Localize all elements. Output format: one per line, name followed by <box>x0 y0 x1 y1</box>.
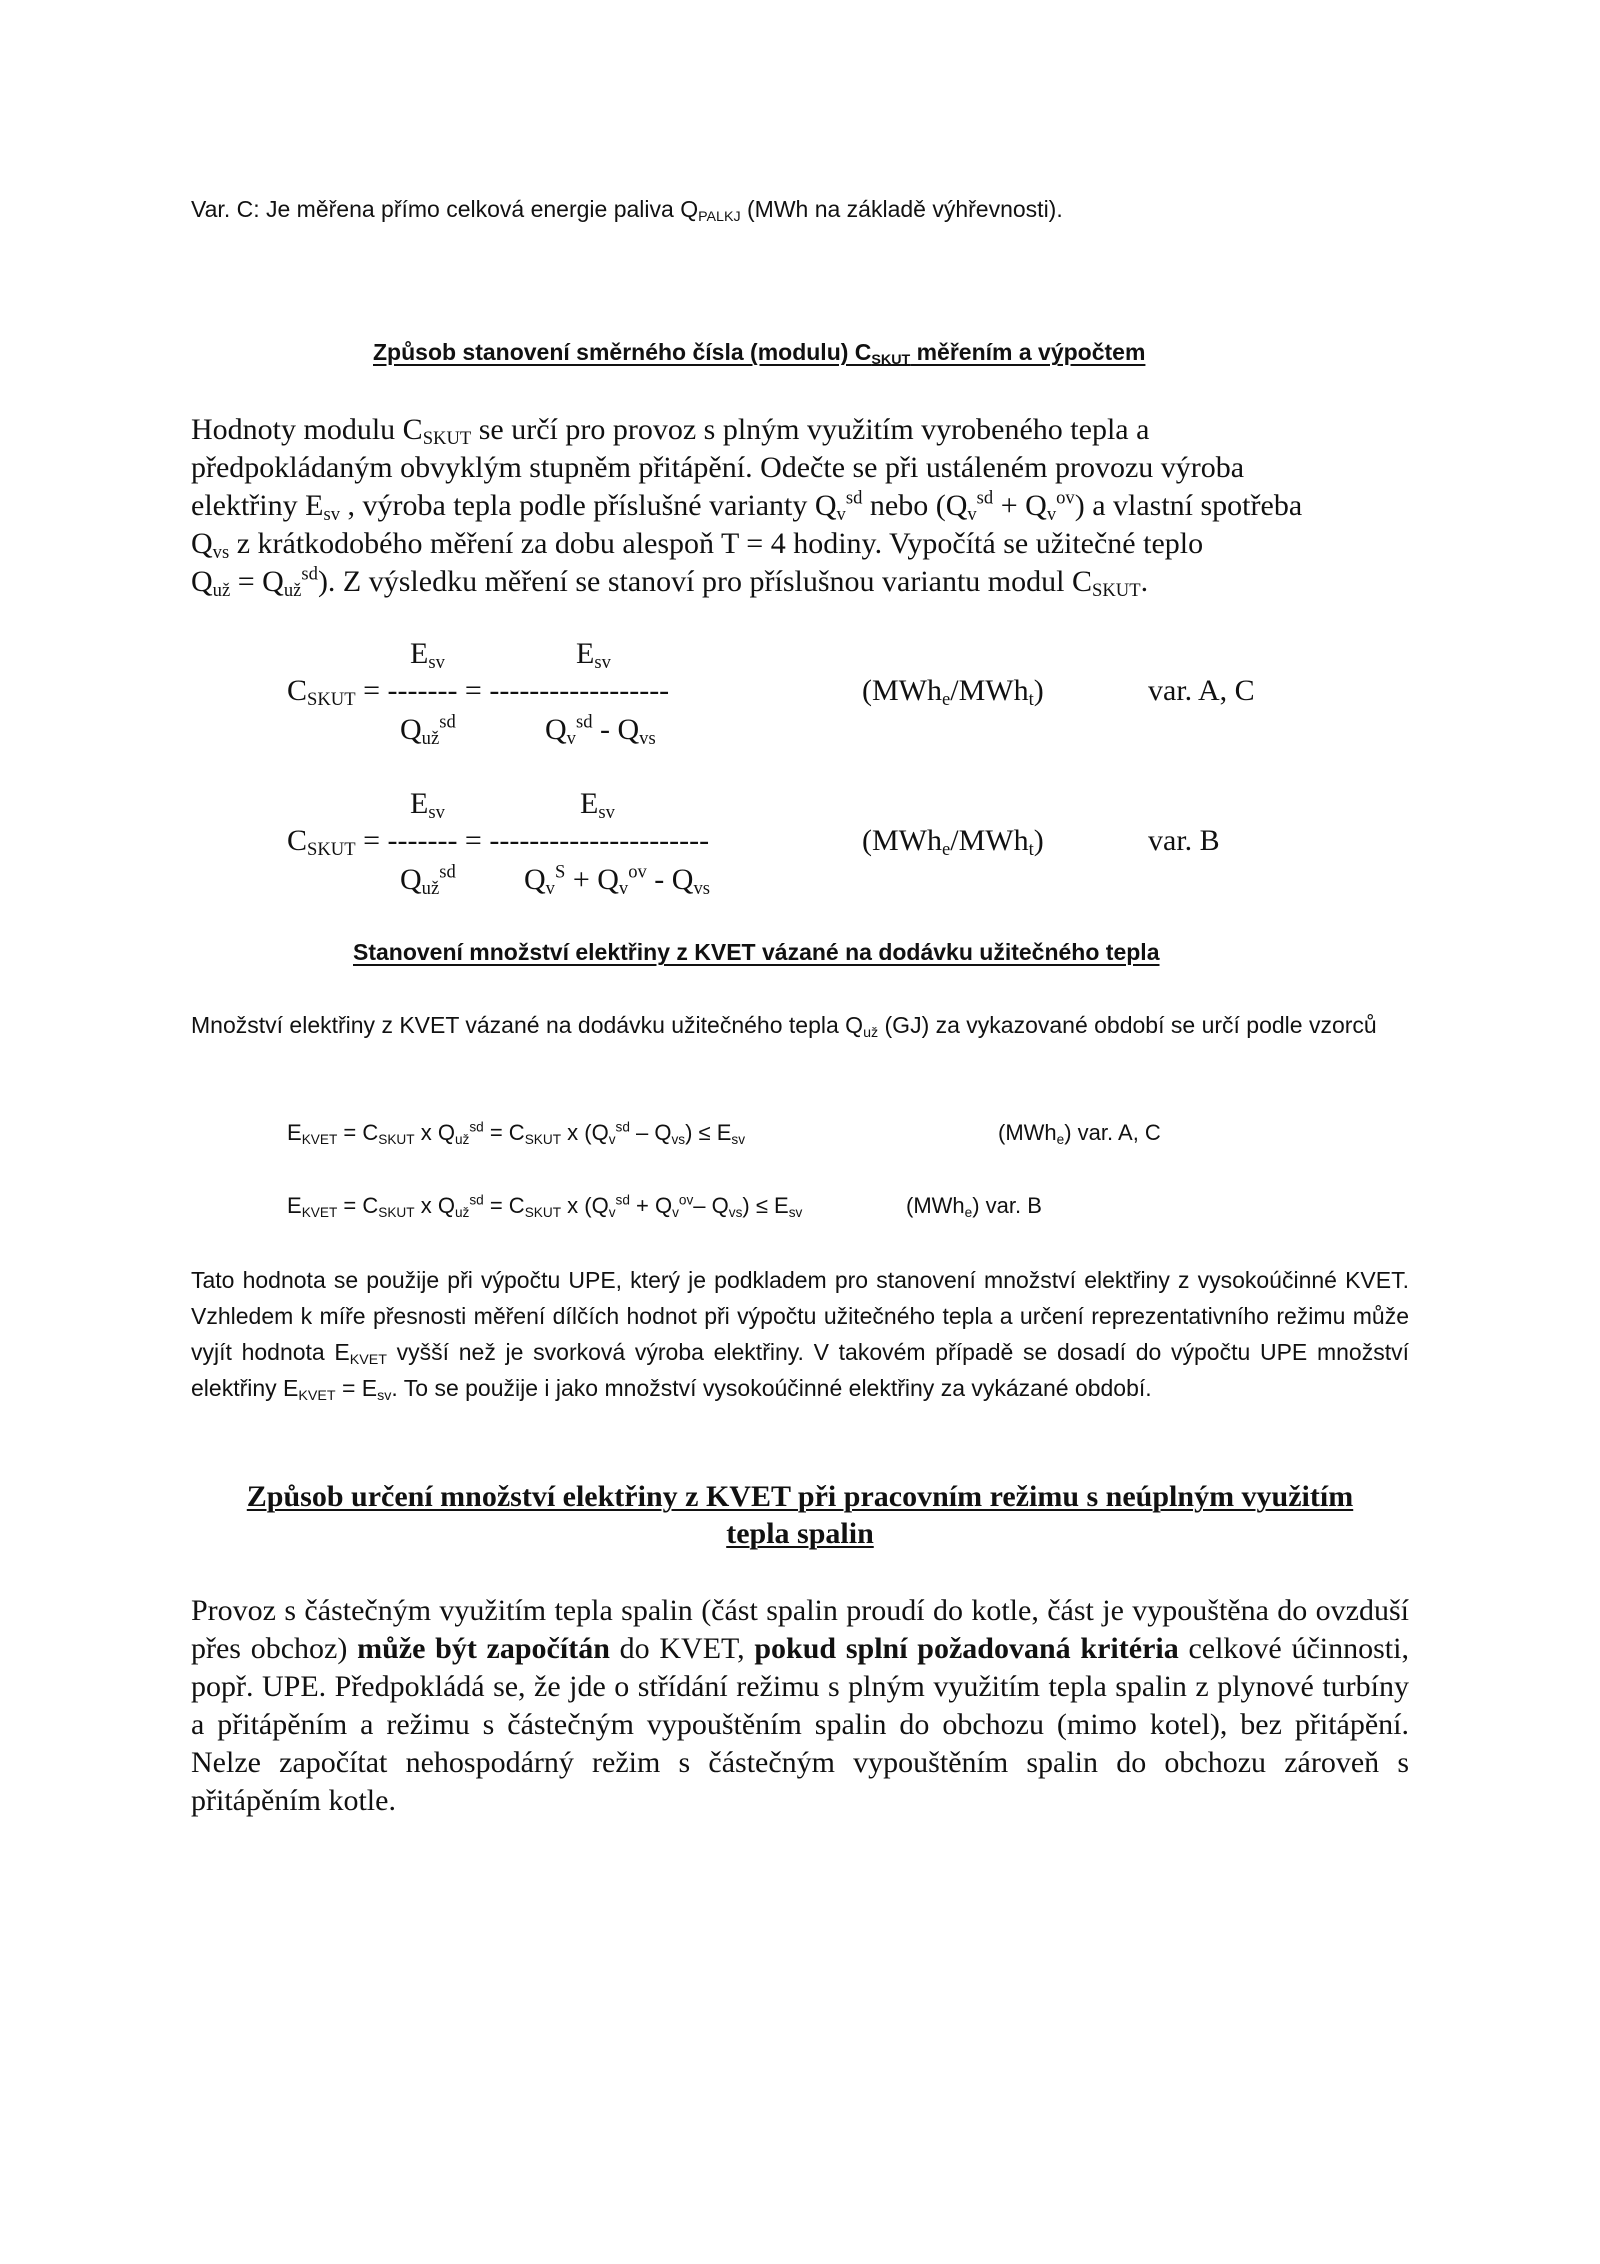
paragraph-partial-operation: Provoz s částečným využitím tepla spalin (část spalin proudí do kotle, část je vypouštěna do ovzduší přes obchoz) může být započítán do KVET, pokud splní požadovaná kritéria celkové účinnosti, popř. UPE. Předpokládá se, že jde o střídání režimu s plným využitím tepla spalin z plynové turbíny a přitápěním a režimu s částečným vypouštěním spalin do obchozu (mimo kotel), bez přitápění. Nelze započítat nehospodárný režim s částečným vypouštěním spalin do obchozu zároveň s přitápěním kotle. <box>191 1594 1409 1817</box>
heading-line: tepla spalin <box>726 1517 874 1550</box>
heading-partial-flue-gas <box>191 1478 1409 1552</box>
equation-var-a-c: $E_{KVET} = C_{SKUT}$ x $Q_{už}^{sd} = C_{SKUT}$ x $(Q_v^{sd} - Q_{vs}) \le E_{sv}$ <box>287 1119 746 1147</box>
formula-a-denominator-1: $Q_{už}^{sd}$ <box>400 711 456 750</box>
paragraph-line: předpokládaným obvyklým stupněm přitápění. Odečte se při ustáleném provozu výroba <box>191 451 1245 484</box>
paragraph-line: $Q_{vs}$ z krátkodobého měření za dobu alespoň T = 4 hodiny. Vypočítá se užitečné teplo <box>191 527 1204 564</box>
var-c-line: Var. C: Je měřena přímo celková energie paliva $Q_{PALKJ}$ (MWh na základě výhřevnosti). <box>191 196 1063 225</box>
formula-a-numerator-2: $E_{sv}$ <box>576 637 611 674</box>
paragraph-line: elektřiny $E_{sv}$ , výroba tepla podle příslušné varianty $Q_v^{sd}$ nebo $(Q_v^{sd} + Q_v^{ov})$ a vlastní spotřeba <box>191 487 1303 526</box>
paragraph-modul-description <box>191 411 1302 601</box>
equation-var-b: $E_{KVET} = C_{SKUT}$ x $Q_{už}^{sd} = C_{SKUT}$ x ($Q_v^{sd} + Q_v^{ov}-$ $Q_{vs}) \le E_{sv}$ <box>287 1192 803 1220</box>
formula-b-main-line: $C_{SKUT}$ = ------- = ---------------------- <box>287 824 710 861</box>
formula-b-denominator-2: $Q_v^S + Q_v^{ov} - Q_{vs}$ <box>524 861 710 900</box>
formula-b-numerator-2: $E_{sv}$ <box>580 787 615 824</box>
formula-a-numerator-1: $E_{sv}$ <box>410 637 445 674</box>
paragraph-line: Hodnoty modulu $C_{SKUT}$ se určí pro provoz s plným využitím vyrobeného tepla a <box>191 413 1150 450</box>
formula-b-numerator-1: $E_{sv}$ <box>410 787 445 824</box>
formula-a-denominator-2: $Q_v^{sd} - Q_{vs}$ <box>545 711 656 750</box>
paragraph-upe-note: Tato hodnota se použije při výpočtu UPE, který je podkladem pro stanovení množství elektřiny z vysokoúčinné KVET. Vzhledem k míře přesnosti měření dílčích hodnot při výpočtu užitečného tepla a určení reprezentativního režimu může vyjít hodnota $E_{KVET}$ vyšší než je svorková výroba elektřiny. V takovém případě se dosadí do výpočtu UPE množství elektřiny $E_{KVET} = E_{sv}$. To se použije i jako množství vysokoúčinné elektřiny za vykázané období. <box>191 1267 1409 1404</box>
formula-a-unit: (MWh$_e$/MWh$_t$) <box>862 674 1044 711</box>
paragraph-kvet-amount: Množství elektřiny z KVET vázané na dodávku užitečného tepla $Q_{už}$ (GJ) za vykazované období se určí podle vzorců <box>191 1012 1377 1041</box>
formula-a-variant: var. A, C <box>1148 674 1255 707</box>
equation-var-a-c-unit: (MWh$_e$) var. A, C <box>998 1120 1161 1147</box>
heading-modul-cskut: Způsob stanovení směrného čísla (modulu) $C_{SKUT}$ měřením a výpočtem <box>373 339 1146 368</box>
formula-b-unit: (MWh$_e$/MWh$_t$) <box>862 824 1044 861</box>
paragraph-line: $Q_{už} = Q_{už}^{sd}$). Z výsledku měření se stanoví pro příslušnou variantu modul $C_{SKUT}$. <box>191 563 1149 602</box>
formula-b-denominator-1: $Q_{už}^{sd}$ <box>400 861 456 900</box>
formula-a-main-line: $C_{SKUT}$ = ------- = ------------------ <box>287 674 670 711</box>
heading-line: Způsob určení množství elektřiny z KVET při pracovním režimu s neúplným využitím <box>246 1480 1354 1513</box>
equation-var-b-unit: (MWh$_e$) var. B <box>906 1193 1042 1220</box>
formula-b-variant: var. B <box>1148 824 1220 857</box>
heading-kvet-electricity: Stanovení množství elektřiny z KVET vázané na dodávku užitečného tepla <box>353 939 1160 965</box>
